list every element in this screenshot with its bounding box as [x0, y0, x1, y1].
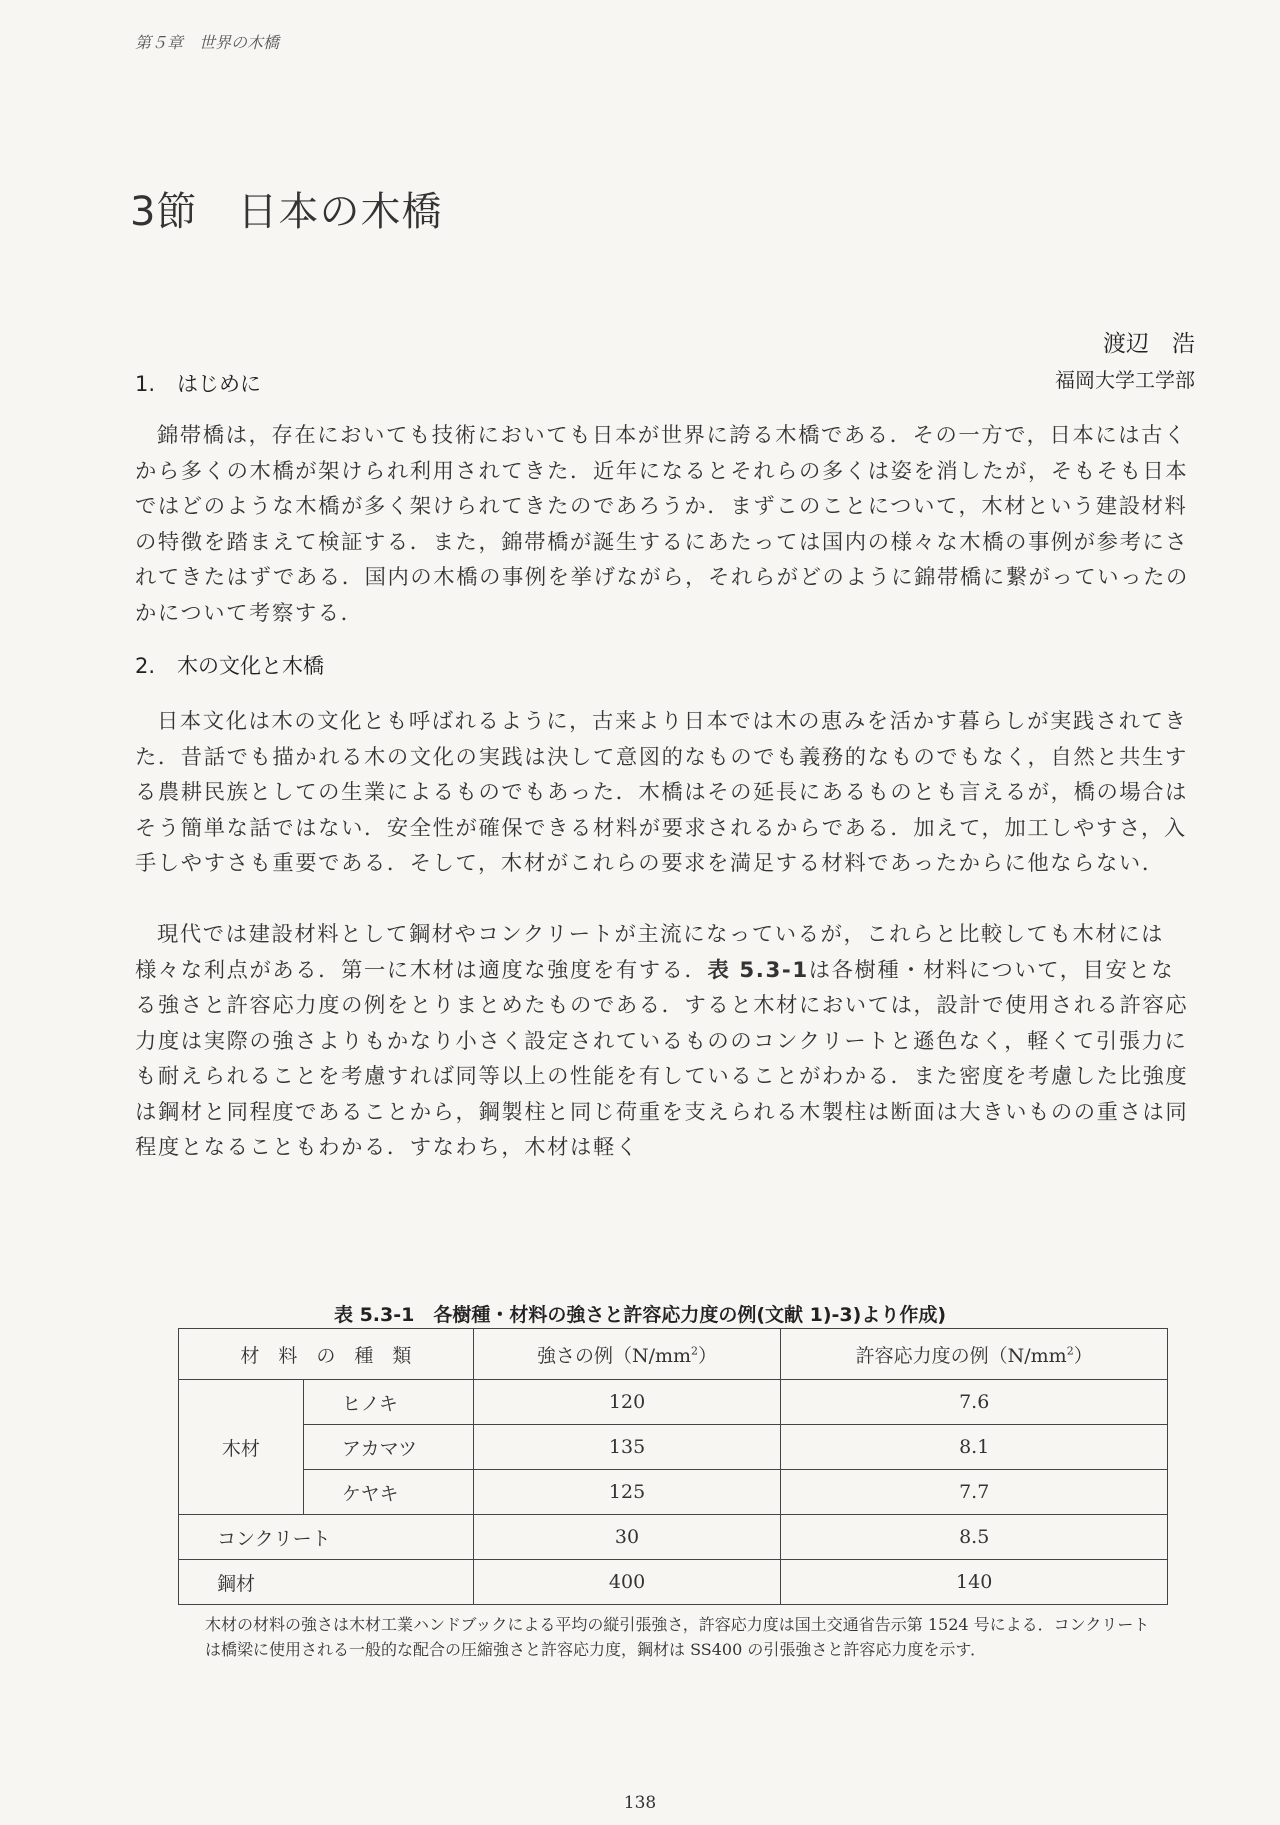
table-row	[179, 1515, 1168, 1560]
paragraph-text: は各樹種・材料について，目安となる強さと許容応力度の例をとりまとめたものである．すると木材においては，設計で使用される許容応力度は実際の強さよりもかなり小さく設定されているもののコンクリートと遜色なく，軽くて引張力にも耐えられることを考慮すれば同等以上の性能を有していることがわかる．また密度を考慮した比強度は鋼材と同程度であることから，鋼製柱と同じ荷重を支えられる木製柱は断面は大きいものの重さは同程度となることもわかる．すなわち，木材は軽く	[135, 957, 1189, 1160]
table-caption: 表 5.3-1 各樹種・材料の強さと許容応力度の例(文献 1)-3)より作成)	[333, 1304, 947, 1326]
row-strength: 30	[473, 1515, 781, 1560]
heading-number: 2.	[135, 654, 156, 678]
author-block	[1055, 325, 1195, 393]
header-strength	[473, 1329, 781, 1380]
intro-paragraph: 錦帯橋は，存在においても技術においても日本が世界に誇る木橋である．その一方で，日本には古くから多くの木橋が架けられ利用されてきた．近年になるとそれらの多くは姿を消したが，そもそも日本ではどのような木橋が多く架けられてきたのであろうか．まずこのことについて，木材という建設材料の特徴を踏まえて検証する．また，錦帯橋が誕生するにあたっては国内の様々な木橋の事例が参考にされてきたはずである．国内の木橋の事例を挙げながら，それらがどのように錦帯橋に繋がっていったのかについて考察する．	[135, 423, 1189, 626]
row-allowable: 7.7	[781, 1470, 1168, 1515]
row-allowable: 8.5	[781, 1515, 1168, 1560]
row-name: アカマツ	[303, 1425, 473, 1470]
header-close: ）	[1073, 1344, 1093, 1367]
header-close: ）	[698, 1344, 718, 1367]
page-number: 138	[623, 1793, 657, 1813]
wood-culture-paragraph-2	[135, 917, 1195, 1166]
running-head: 第５章 世界の木橋	[135, 33, 280, 52]
heading-introduction	[135, 368, 261, 398]
row-strength: 135	[473, 1425, 781, 1470]
section-title	[130, 180, 442, 237]
table-reference: 表 5.3-1	[707, 957, 809, 983]
row-strength: 125	[473, 1470, 781, 1515]
table-row	[179, 1380, 1168, 1425]
row-name: コンクリート	[179, 1515, 474, 1560]
table-row	[179, 1470, 1168, 1515]
heading-wood-culture	[135, 650, 324, 680]
row-allowable: 140	[781, 1560, 1168, 1605]
table-row	[179, 1425, 1168, 1470]
header-allowable-text: 許容応力度の例（N/mm	[855, 1344, 1067, 1367]
wood-culture-paragraph-1: 日本文化は木の文化とも呼ばれるように，古来より日本では木の恵みを活かす暮らしが実践されてきた．昔話でも描かれる木の文化の実践は決して意図的なものでも義務的なものでもなく，自然と共生する農耕民族としての生業によるものでもあった．木橋はその延長にあるものとも言えるが，橋の場合はそう簡単な話ではない．安全性が確保できる材料が要求されるからである．加えて，加工しやすさ，入手しやすさも重要である．そして，木材がこれらの要求を満足する材料であったからに他ならない．	[135, 709, 1189, 876]
section-number: 3節	[130, 189, 198, 235]
heading-text: 木の文化と木橋	[177, 654, 325, 678]
heading-text: はじめに	[177, 372, 262, 396]
strength-table	[178, 1328, 1168, 1605]
header-strength-text: 強さの例（N/mm	[536, 1344, 692, 1367]
row-name: ケヤキ	[303, 1470, 473, 1515]
table-row	[179, 1560, 1168, 1605]
table-header-row	[179, 1329, 1168, 1380]
table-note: 木材の材料の強さは木材工業ハンドブックによる平均の縦引張強さ，許容応力度は国土交通省告示第 1524 号による．コンクリートは橋梁に使用される一般的な配合の圧縮強さと許容応力度，鋼材は SS400 の引張強さと許容応力度を示す．	[205, 1615, 1150, 1659]
header-allowable	[781, 1329, 1168, 1380]
header-material: 材 料 の 種 類	[179, 1329, 474, 1380]
author-name: 渡辺 浩	[1103, 331, 1195, 357]
row-name: ヒノキ	[303, 1380, 473, 1425]
unit-superscript: 2	[691, 1344, 699, 1358]
section-title-text: 日本の木橋	[237, 189, 443, 235]
row-strength: 120	[473, 1380, 781, 1425]
row-allowable: 8.1	[781, 1425, 1168, 1470]
unit-superscript: 2	[1066, 1344, 1074, 1358]
wood-group-label: 木材	[179, 1380, 304, 1515]
row-name: 鋼材	[179, 1560, 474, 1605]
heading-number: 1.	[135, 372, 156, 396]
row-allowable: 7.6	[781, 1380, 1168, 1425]
paragraph-text: 現代では建設材料として鋼材やコンクリートが主流になっているが，これらと比較しても木材には様々な利点がある．第一に木材は適度な強度を有する．	[135, 922, 1165, 983]
row-strength: 400	[473, 1560, 781, 1605]
author-affiliation: 福岡大学工学部	[1055, 368, 1195, 392]
